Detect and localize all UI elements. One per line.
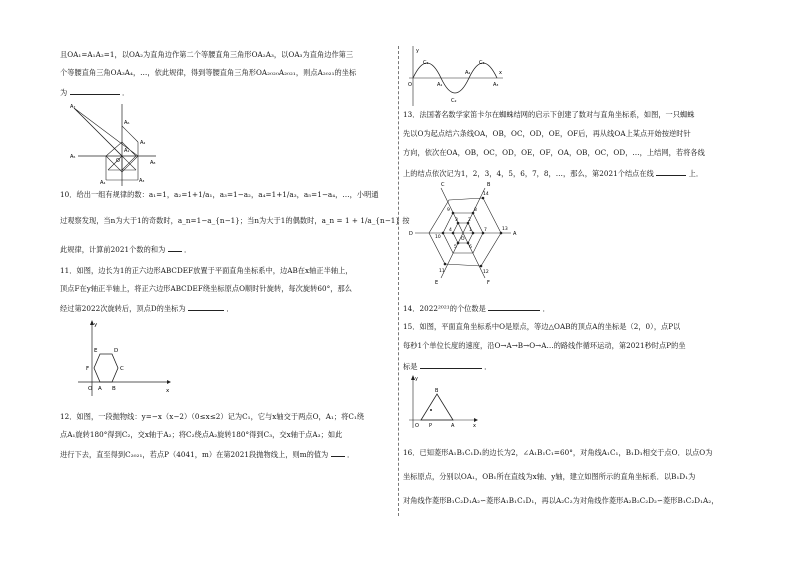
fig12-label-o: O bbox=[408, 82, 412, 88]
p10-line3-text: 此规律，计算前2021个数的和为 bbox=[60, 245, 166, 254]
p15-line3 bbox=[403, 360, 491, 372]
p10-line3-end: ． bbox=[184, 245, 192, 254]
fig11-label-a: A bbox=[98, 386, 102, 392]
fig12-label-x: x bbox=[499, 70, 502, 76]
fig15-label-p: P bbox=[429, 423, 433, 429]
answer-blank-12[interactable] bbox=[331, 448, 345, 457]
fig13-label-11: 11 bbox=[439, 269, 445, 274]
p11-line3 bbox=[60, 302, 234, 314]
p16-line2: 坐标原点，分别以OA₁，OB₁所在直线为x轴、y轴，建立如图所示的直角坐标系．以B₁D₁为 bbox=[403, 472, 696, 481]
fig11-label-b: B bbox=[112, 386, 116, 392]
answer-blank-14[interactable] bbox=[488, 302, 540, 311]
fig13-label-4: 4 bbox=[449, 228, 452, 233]
p12-line3 bbox=[60, 448, 354, 460]
fig13-label-f: F bbox=[487, 280, 490, 286]
fig13-label-6: 6 bbox=[469, 245, 472, 250]
fig13-label-d: D bbox=[409, 231, 413, 237]
figure-12-parabolas bbox=[407, 44, 505, 108]
p16-line1: 16．已知菱形A₁B₁C₁D₁的边长为2，∠A₁B₁C₁=60°，对角线A₁C₁，B₁D₁相交于点O．以点O为 bbox=[403, 448, 713, 457]
p14-end: ． bbox=[542, 304, 550, 313]
fig9-label-a8: A₈ bbox=[150, 160, 156, 166]
p9-line3-text: 为 bbox=[60, 88, 68, 97]
fig13-label-e: E bbox=[435, 280, 439, 286]
fig13-label-2: 2 bbox=[468, 218, 471, 223]
p9-line3 bbox=[60, 86, 129, 98]
fig13-label-b: B bbox=[487, 182, 491, 188]
p14-text: 14．2022²⁰²¹的个位数是 bbox=[403, 304, 486, 313]
p11-line3-end: ． bbox=[226, 304, 234, 313]
p16-line3: 对角线作菱形B₁C₂D₁A₂∽菱形A₁B₁C₁D₁，再以A₂C₂为对角线作菱形A₂B₂C₂D₂∽菱形B₁C₂D₁A₂， bbox=[403, 496, 719, 505]
p13-line3: 方向，依次在OA，OB，OC，OD，OE，OF，OA，OB，OC，OD，…，上结网，若将各线 bbox=[403, 148, 705, 157]
p12-line3-end: ． bbox=[346, 450, 355, 459]
fig9-label-a2: A₂ bbox=[140, 140, 146, 146]
answer-blank-10[interactable] bbox=[168, 243, 182, 252]
fig11-label-f: F bbox=[86, 366, 90, 372]
p10-line2: 过观察发现，当n为大于1的奇数时，a_n=1−a_{n−1}；当n为大于1的偶数时，a_n = 1 + 1/a_{n−1} 按 bbox=[60, 216, 410, 225]
figure-15-triangle bbox=[405, 372, 479, 430]
fig15-label-x: x bbox=[473, 423, 476, 429]
fig9-label-a3: A₃ bbox=[139, 178, 145, 184]
fig15-label-b: B bbox=[435, 388, 439, 394]
fig13-label-1: 1 bbox=[469, 228, 472, 233]
p12-line1: 12．如图，一段抛物线：y=−x（x−2）（0≤x≤2）记为C₁，它与x轴交于两点O，A₁；将C₁绕 bbox=[60, 412, 365, 421]
right-column bbox=[399, 0, 794, 561]
p11-line1: 11．如图，边长为1的正六边形ABCDEF放置于平面直角坐标系中，边AB在x轴正半轴上， bbox=[60, 266, 353, 275]
fig13-label-a: A bbox=[513, 231, 517, 237]
fig13-label-7: 7 bbox=[484, 228, 487, 233]
fig11-label-y: y bbox=[94, 322, 98, 328]
p10-line3 bbox=[60, 243, 191, 255]
p13-line4-end: 上． bbox=[688, 169, 704, 178]
fig11-label-x: x bbox=[166, 388, 170, 394]
answer-blank-9[interactable] bbox=[70, 86, 120, 95]
answer-blank-15[interactable] bbox=[420, 360, 482, 369]
p15-line3-text: 标是 bbox=[403, 362, 418, 371]
fig12-label-c3: C₃ bbox=[479, 60, 485, 66]
p11-line2: 顶点F在y轴正半轴上，将正六边形ABCDEF绕坐标原点O顺时针旋转，每次旋转60°，那么 bbox=[60, 284, 352, 293]
fig15-label-a: A bbox=[451, 423, 455, 429]
fig11-label-d: D bbox=[114, 348, 119, 354]
fig13-label-12: 12 bbox=[483, 270, 489, 275]
fig11-label-e: E bbox=[94, 348, 98, 354]
p15-line3-end: ． bbox=[484, 362, 492, 371]
fig9-label-a7: A₇ bbox=[70, 104, 76, 110]
figure-9 bbox=[62, 100, 158, 190]
fig15-label-y: y bbox=[415, 376, 418, 382]
fig12-label-c2: C₂ bbox=[451, 98, 457, 104]
p14-line bbox=[403, 302, 550, 314]
p12-line2: 点A₁旋转180°得到C₂，交x轴于A₂；将C₂绕点A₂旋转180°得到C₃，交x轴于点A₃；如此 bbox=[60, 430, 343, 439]
fig13-label-c: C bbox=[441, 182, 445, 188]
p10-line1: 10．给出一组有规律的数：a₁=1，a₂=1+1/a₁，a₃=1−a₂，a₄=1+1/a₃，a₅=1−a₄，…，小明通 bbox=[60, 190, 379, 199]
fig13-label-14: 14 bbox=[483, 192, 489, 197]
fig13-label-10: 10 bbox=[435, 235, 441, 240]
fig13-label-5: 5 bbox=[454, 245, 457, 250]
figure-13-spider-web bbox=[405, 178, 525, 288]
fig13-label-9: 9 bbox=[447, 208, 450, 213]
p13-line2: 先以O为起点结六条线OA，OB，OC，OD，OE，OF后，再从线OA上某点开始按逆时针 bbox=[403, 129, 691, 138]
fig15-label-o: O bbox=[415, 423, 419, 429]
p13-line1: 13．法国著名数学家笛卡尔在蜘蛛结网的启示下创建了数对与直角坐标系，如图，一只蜘蛛 bbox=[403, 110, 695, 119]
fig12-label-a1: A₁ bbox=[437, 82, 443, 88]
fig12-label-y: y bbox=[416, 48, 419, 54]
answer-blank-13[interactable] bbox=[656, 167, 686, 176]
fig9-label-a1: A₁ bbox=[124, 148, 130, 154]
fig9-label-a6: A₆ bbox=[124, 120, 130, 126]
p9-line3-end: ． bbox=[121, 88, 130, 97]
p9-line1: 且OA₁=A₁A₂=1，以OA₂为直角边作第二个等腰直角三角形OA₂A₃，以OA₃为直角边作第三 bbox=[60, 50, 354, 59]
fig13-label-o: O bbox=[461, 237, 465, 242]
p12-line3-text: 进行下去，直至得到C₂₀₂₁，若点P（4041，m）在第2021段抛物线上，则m的值为 bbox=[60, 450, 329, 459]
fig11-label-o: O bbox=[88, 386, 93, 392]
fig13-label-3: 3 bbox=[455, 218, 458, 223]
fig9-label-o: O bbox=[116, 158, 120, 164]
fig13-label-13: 13 bbox=[502, 227, 508, 232]
p13-line4-text: 上的结点依次记为1，2，3，4，5，6，7，8，…，那么，第2021个结点在线 bbox=[403, 169, 654, 178]
fig12-label-a3: A₃ bbox=[493, 82, 499, 88]
p11-line3-text: 经过第2022次旋转后，顶点D的坐标为 bbox=[60, 304, 186, 313]
fig13-label-8: 8 bbox=[474, 208, 477, 213]
p15-line1: 15．如图，平面直角坐标系中O是原点，等边△OAB的顶点A的坐标是（2，0），点P以 bbox=[403, 322, 681, 331]
figure-11-hexagon bbox=[74, 318, 174, 398]
answer-blank-11[interactable] bbox=[188, 302, 224, 311]
fig9-label-a4: A₄ bbox=[100, 180, 106, 186]
p9-line2: 个等腰直角三角OA₃A₄，…，依此规律，得到等腰直角三角形OA₂₀₂₀A₂₀₂₁，则点A₂₀₂₁的坐标 bbox=[60, 68, 357, 77]
fig12-label-a2: A₂ bbox=[465, 70, 471, 76]
fig11-label-c: C bbox=[120, 366, 124, 372]
p15-line2: 每秒1个单位长度的速度，沿O→A→B→O→A…的路线作循环运动，第2021秒时点P的坐 bbox=[403, 341, 686, 350]
fig9-label-a5: A₅ bbox=[70, 154, 76, 160]
fig12-label-c1: C₁ bbox=[423, 60, 429, 66]
